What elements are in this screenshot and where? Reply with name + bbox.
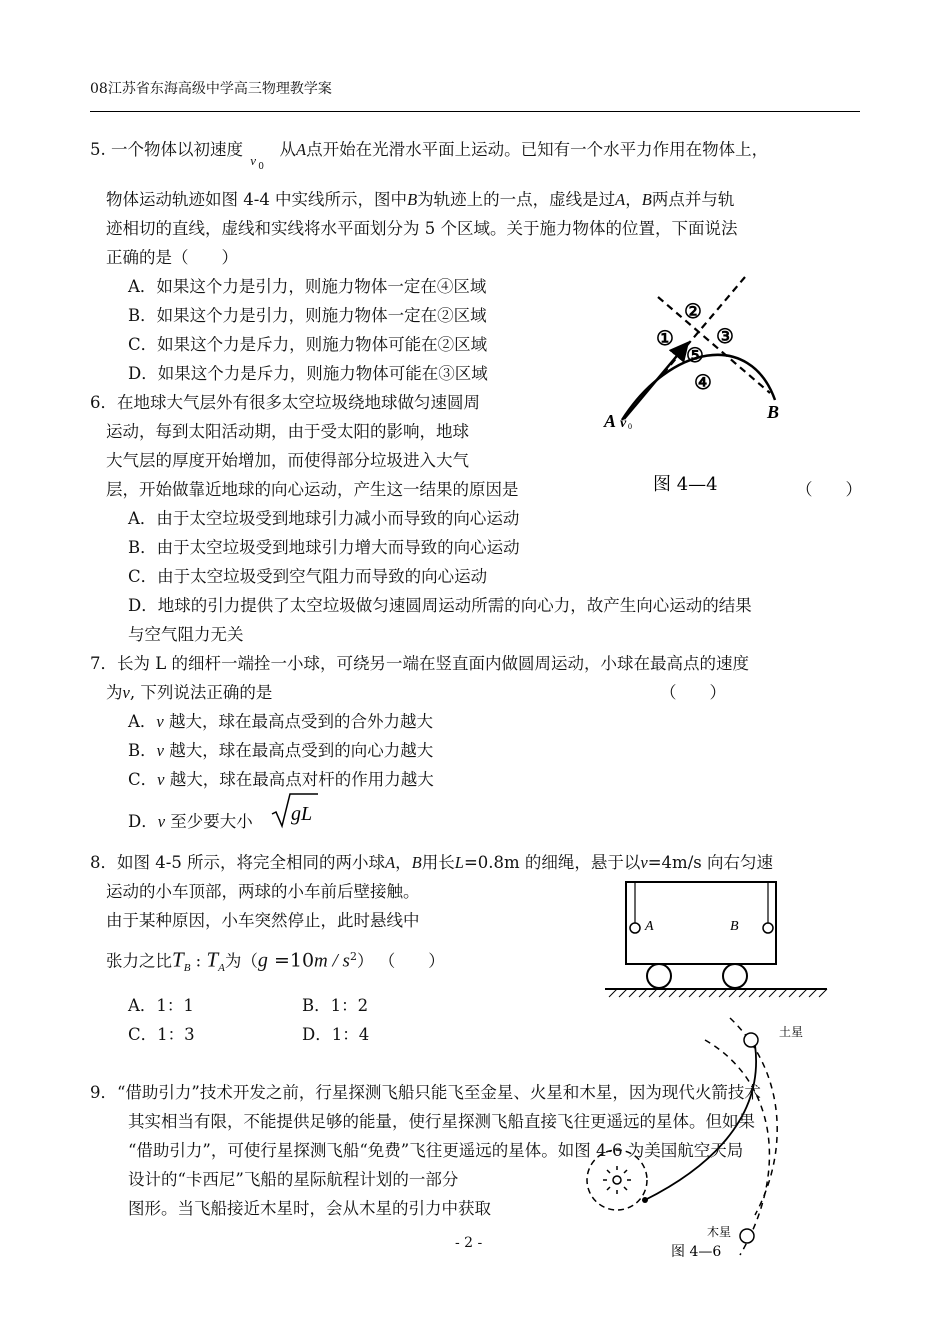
q6-line4: 层，开始做靠近地球的向心运动，产生这一结果的原因是	[106, 480, 519, 499]
region-4-label: ④	[694, 370, 712, 394]
velocity-arrow	[624, 345, 686, 419]
region-3-label: ③	[716, 324, 734, 348]
q8-line4: 张力之比$T_B$ : $T_A$为$(g =10m / s^2)$ （ ）	[106, 947, 445, 974]
figure-4-6	[575, 1010, 815, 1260]
q7-option-c: C．v 越大，球在最高点对杆的作用力越大	[128, 770, 434, 789]
q5-v0: v 0	[250, 153, 264, 172]
ball-a	[630, 923, 640, 933]
q6-line2: 运动，每到太阳活动期，由于受太阳的影响，地球	[106, 422, 469, 441]
q8-line3: 由于某种原因，小车突然停止，此时悬线中	[106, 911, 420, 930]
q8-option-d: D．1：4	[302, 1025, 370, 1044]
sun-icon	[613, 1176, 621, 1184]
q8-option-c: C．1：3	[128, 1025, 195, 1044]
q7-line1: 7．长为 L 的细杆一端拴一小球，可绕另一端在竖直面内做圆周运动，小球在最高点的速度	[90, 654, 749, 673]
q7-option-d: D．v 至少要大小	[128, 812, 253, 831]
q6-option-c: C．由于太空垃圾受到空气阻力而导致的向心运动	[128, 567, 488, 586]
v0-subscript: 0	[628, 422, 632, 431]
point-b-label: B	[767, 402, 780, 422]
ball-b	[763, 923, 773, 933]
q7-answer-paren: （ ）	[660, 683, 726, 702]
v0-label: v	[620, 416, 627, 431]
q7-line2: 为v, 下列说法正确的是	[106, 683, 273, 702]
ground-hatching	[609, 989, 827, 997]
region-2-label: ②	[684, 299, 702, 323]
q8-line1: 8．如图 4-5 所示，将完全相同的两小球A，B用长L=0.8m 的细绳，悬于以v=4m/s 向右匀速	[90, 853, 773, 872]
q9-line4: 设计的“卡西尼”飞船的星际航程计划的一部分	[128, 1170, 459, 1189]
q5-option-d: D．如果这个力是斥力，则施力物体可能在③区域	[128, 364, 488, 383]
figure-4-4	[600, 275, 800, 505]
jupiter-icon	[740, 1229, 754, 1243]
q5-option-b: B．如果这个力是引力，则施力物体一定在②区域	[128, 306, 487, 325]
q6-line3: 大气层的厚度开始增加，而使得部分垃圾进入大气	[106, 451, 469, 470]
jupiter-label: 木星	[707, 1225, 732, 1239]
q5-line4: 正确的是（ ）	[106, 248, 238, 267]
spacecraft-start	[642, 1197, 648, 1203]
sqrt-gl	[270, 792, 320, 830]
q5-line2: 物体运动轨迹如图 4-4 中实线所示，图中B为轨迹上的一点，虚线是过A，B两点并与轨	[106, 190, 735, 209]
header-rule	[90, 111, 860, 112]
tangent-line-b	[658, 297, 770, 393]
q8-option-a: A．1：1	[128, 996, 194, 1015]
wheel-left	[647, 964, 671, 988]
q6-line1: 6．在地球大气层外有很多太空垃圾绕地球做匀速圆周	[90, 393, 480, 412]
sun-rays	[603, 1166, 631, 1194]
q6-option-a: A．由于太空垃圾受到地球引力减小而导致的向心运动	[128, 509, 520, 528]
region-5-label: ⑤	[686, 343, 704, 367]
q9-line1: 9．“借助引力”技术开发之前，行星探测飞船只能飞至金星、火星和木星，因为现代火箭技术	[90, 1083, 761, 1102]
wheel-right	[723, 964, 747, 988]
q5-line1: 5. 一个物体以初速度 v 0 从A点开始在光滑水平面上运动。已知有一个水平力作用在物体上，	[90, 135, 768, 160]
saturn-icon	[744, 1033, 758, 1047]
q5-line3: 迹相切的直线，虚线和实线将水平面划分为 5 个区域。关于施力物体的位置，下面说法	[106, 219, 738, 238]
q5-option-a: A．如果这个力是引力，则施力物体一定在④区域	[128, 277, 487, 296]
figure-4-6-caption: 图 4—6	[671, 1244, 722, 1260]
q5-option-c: C．如果这个力是斥力，则施力物体可能在②区域	[128, 335, 488, 354]
figure-4-4-caption: 图 4—4	[653, 474, 718, 495]
q6-option-b: B．由于太空垃圾受到地球引力增大而导致的向心运动	[128, 538, 520, 557]
q7-option-a: A．v 越大，球在最高点受到的合外力越大	[128, 712, 433, 731]
q6-option-d-line2: 与空气阻力无关	[128, 625, 244, 644]
svg-text:gL: gL	[291, 803, 313, 825]
page-header: 08江苏省东海高级中学高三物理教学案	[90, 81, 332, 97]
q9-line2: 其实相当有限，不能提供足够的能量，使行星探测飞船直接飞往更遥远的星体。但如果	[128, 1112, 755, 1131]
point-a-label: A	[604, 411, 617, 431]
ball-a-label: A	[645, 919, 654, 934]
q5-text: 5. 一个物体以初速度	[90, 140, 243, 159]
page-number: - 2 -	[455, 1235, 483, 1251]
saturn-label: 土星	[779, 1025, 804, 1039]
q9-line3: “借助引力”，可使行星探测飞船“免费”飞往更遥远的星体。如图 4-6 为美国航空天局	[128, 1141, 744, 1160]
q7-option-b: B．v 越大，球在最高点受到的向心力越大	[128, 741, 434, 760]
q9-line5: 图形。当飞船接近木星时，会从木星的引力中获取	[128, 1199, 491, 1218]
ball-b-label: B	[730, 919, 739, 934]
q6-option-d-line1: D．地球的引力提供了太空垃圾做匀速圆周运动所需的向心力，故产生向心运动的结果	[128, 596, 752, 615]
figure-4-5	[605, 878, 855, 998]
region-1-label: ①	[656, 326, 674, 350]
q6-answer-paren: （ ）	[796, 480, 862, 499]
q8-line2: 运动的小车顶部，两球的小车前后壁接触。	[106, 882, 420, 901]
q8-option-b: B．1：2	[302, 996, 369, 1015]
